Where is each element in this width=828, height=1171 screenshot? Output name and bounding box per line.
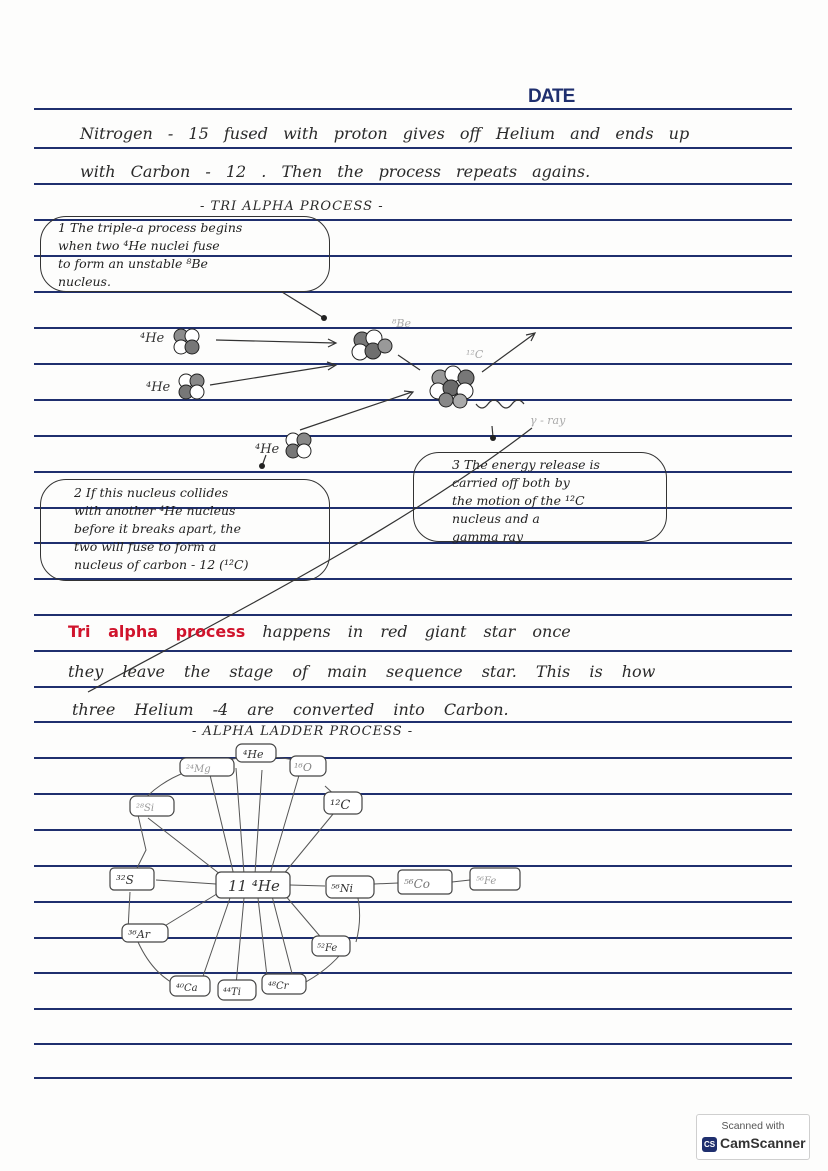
c-label: ¹²C [466,348,484,361]
gamma-label: γ - ray [530,414,566,427]
ladder-node-label: ⁴⁸Cr [268,981,289,992]
ladder-node-label: ⁵²Fe [317,943,338,954]
note-2-text: 2 If this nucleus collides with another ⁴He nucleus before it breaks apart, the two will fuse to form a nucleus of carbon - 12 (¹²C) [74,485,249,572]
camscanner-watermark [696,1114,810,1160]
ladder-node-label: ³⁶Ar [128,928,151,941]
tri-alpha-heading: - TRI ALPHA PROCESS - [200,199,384,214]
he-label-1: ⁴He [140,331,165,346]
ladder-node-label: ²⁸Si [136,803,155,814]
ladder-node-label: ²⁴Mg [186,764,211,775]
ladder-node-label: ⁵⁶Ni [331,882,353,895]
watermark-top-text: Scanned with [721,1120,785,1132]
intro-line-1: Nitrogen - 15 fused with proton gives off Helium and ends up [80,124,690,143]
intro-line-2: with Carbon - 12 . Then the process repeats agains. [80,162,591,181]
ladder-node-label: ¹⁶O [294,761,312,774]
ladder-node-label: ⁴He [243,748,264,761]
ladder-node-label: ⁵⁶Fe [476,876,497,887]
be-label: ⁸Be [392,317,412,330]
camscanner-logo-icon: CS [702,1137,717,1152]
note-3-text: 3 The energy release is carried off both by the motion of the ¹²C nucleus and a gamma ray [452,457,600,544]
ladder-node-label: ³²S [116,873,134,887]
he-label-3: ⁴He [255,442,280,457]
note-1-text: 1 The triple-a process begins when two ⁴He nuclei fuse to form an unstable ⁸Be nucleus. [58,220,243,289]
summary-line-1-rest: happens in red giant star once [262,622,571,641]
ladder-node-label: ⁴⁰Ca [176,983,198,994]
he-label-2: ⁴He [146,380,171,395]
ladder-node-label: ¹²C [330,798,351,813]
ladder-node-label: ⁴⁴Ti [223,987,241,998]
date-label: DATE [528,86,575,107]
watermark-name: CamScanner [720,1135,806,1151]
ladder-center-label: 11 ⁴He [228,877,280,895]
summary-red-text: Tri alpha process [68,622,246,641]
summary-line-2: they leave the stage of main sequence star. This is how [68,662,656,681]
summary-line-3: three Helium -4 are converted into Carbon. [72,700,509,719]
ladder-node-label: ⁵⁶Co [404,877,431,891]
alpha-ladder-heading: - ALPHA LADDER PROCESS - [192,724,414,739]
